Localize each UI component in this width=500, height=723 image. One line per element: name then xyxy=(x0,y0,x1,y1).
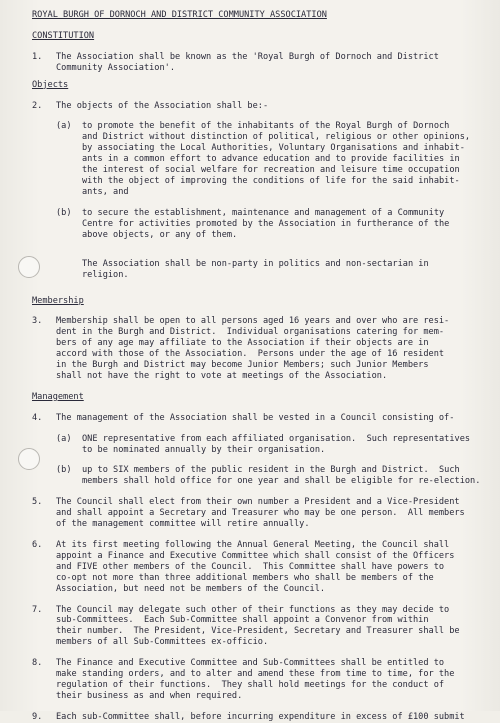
clause-number: 5. xyxy=(32,497,43,508)
objects-heading: Objects xyxy=(32,79,69,90)
clause-text: The Finance and Executive Committee and Sub-Committees shall be entitled to make standing orders, and to alter and amend these from time to time, for the regulation of their functions. They shall hold meetings for the conduct of their business as and when required. xyxy=(56,658,455,701)
clause-2 xyxy=(32,101,487,112)
sub-clause-label: (a) xyxy=(56,121,72,132)
sub-clause-label: (a) xyxy=(56,433,72,444)
clause-text: The management of the Association shall be vested in a Council consisting of- xyxy=(56,412,455,423)
clause-text: The Association shall be known as the 'Royal Burgh of Dornoch and District Community Association'. xyxy=(56,51,439,73)
management-heading: Management xyxy=(32,391,84,402)
membership-heading: Membership xyxy=(32,295,84,306)
clause-number: 6. xyxy=(32,540,43,550)
clause-text: Membership shall be open to all persons aged 16 years and over who are resi- dent in the Burgh and District. Individual organisations catering for mem- bers of any age may affiliate to the Association if their objects are in accord with those of the Association. Persons under the age of 16 resident in the Burgh and District may become Junior Members; such Junior Members shall not have the right to vote at meetings of the Association. xyxy=(56,316,450,381)
clause-text: At its first meeting following the Annual General Meeting, the Council shall appoint a Finance and Executive Committee which shall consist of the Officers and FIVE other members of the Council. This Committee shall have powers to co-opt not more than three additional members who shall be members of the Association, but need not be members of the Council. xyxy=(56,540,455,594)
clause-number: 4. xyxy=(32,412,43,423)
clause-2b xyxy=(56,208,487,241)
clause-text: The Council shall elect from their own number a President and a Vice-President and shall appoint a Secretary and Treasurer who may be one person. All members of the management committee will retire annually. xyxy=(56,497,465,530)
clause-text: The Council may delegate such other of their functions as they may decide to sub-Committees. Each Sub-Committee shall appoint a Convenor from within their number. The President, Vice-President, Secretary and Treasurer shall be members of all Sub-Committees ex-officio. xyxy=(56,604,460,648)
clause-5 xyxy=(32,497,487,530)
clause-4a xyxy=(56,434,487,456)
clause-number: 7. xyxy=(32,604,43,615)
clause-4 xyxy=(32,413,487,424)
clause-9 xyxy=(32,712,487,723)
sub-clause-text: ONE representative from each affiliated organisation. Such representatives to be nominated annually by their organisation. xyxy=(82,433,471,455)
clause-3 xyxy=(32,316,487,381)
sub-clause-text: up to SIX members of the public resident in the Burgh and District. Such members shall hold office for one year and shall be eligible for re-election. xyxy=(82,465,481,487)
sub-clause-label: (b) xyxy=(56,207,72,218)
constitution-heading: CONSTITUTION xyxy=(32,30,95,41)
clause-number: 2. xyxy=(32,100,43,111)
clause-6 xyxy=(32,540,487,595)
clause-number: 9. xyxy=(32,711,43,722)
sub-clause-text: to secure the establishment, maintenance and management of a Community Centre for activities promoted by the Association in furtherance of the above objects, or any of them. xyxy=(82,207,450,240)
clause-number: 8. xyxy=(32,658,43,669)
sub-clause-label: (b) xyxy=(56,465,72,476)
clause-8 xyxy=(32,658,487,702)
clause-number: 1. xyxy=(32,51,43,62)
clause-4b xyxy=(56,465,487,487)
clause-7 xyxy=(32,605,487,649)
non-party-note: The Association shall be non-party in politics and non-sectarian in religion. xyxy=(82,259,429,280)
clause-number: 3. xyxy=(32,316,43,327)
document-title: ROYAL BURGH OF DORNOCH AND DISTRICT COMMUNITY ASSOCIATION xyxy=(32,10,327,20)
clause-2a xyxy=(56,121,487,197)
clause-1 xyxy=(32,52,487,74)
constitution-document xyxy=(32,10,487,723)
clause-text: The objects of the Association shall be:- xyxy=(56,100,269,111)
clause-text: Each sub-Committee shall, before incurring expenditure in excess of £100 submit xyxy=(56,711,465,722)
sub-clause-text: to promote the benefit of the inhabitants of the Royal Burgh of Dornoch and District without distinction of political, religious or other opinions, by associating the Local Authorities, Voluntary Organisations and inhabit- ants in a common effort to advance education and to provide facilities in the interest of social welfare for recreation and leisure time occupation with the object of improving the conditions of life for the said inhabit- ants, and xyxy=(82,121,471,197)
